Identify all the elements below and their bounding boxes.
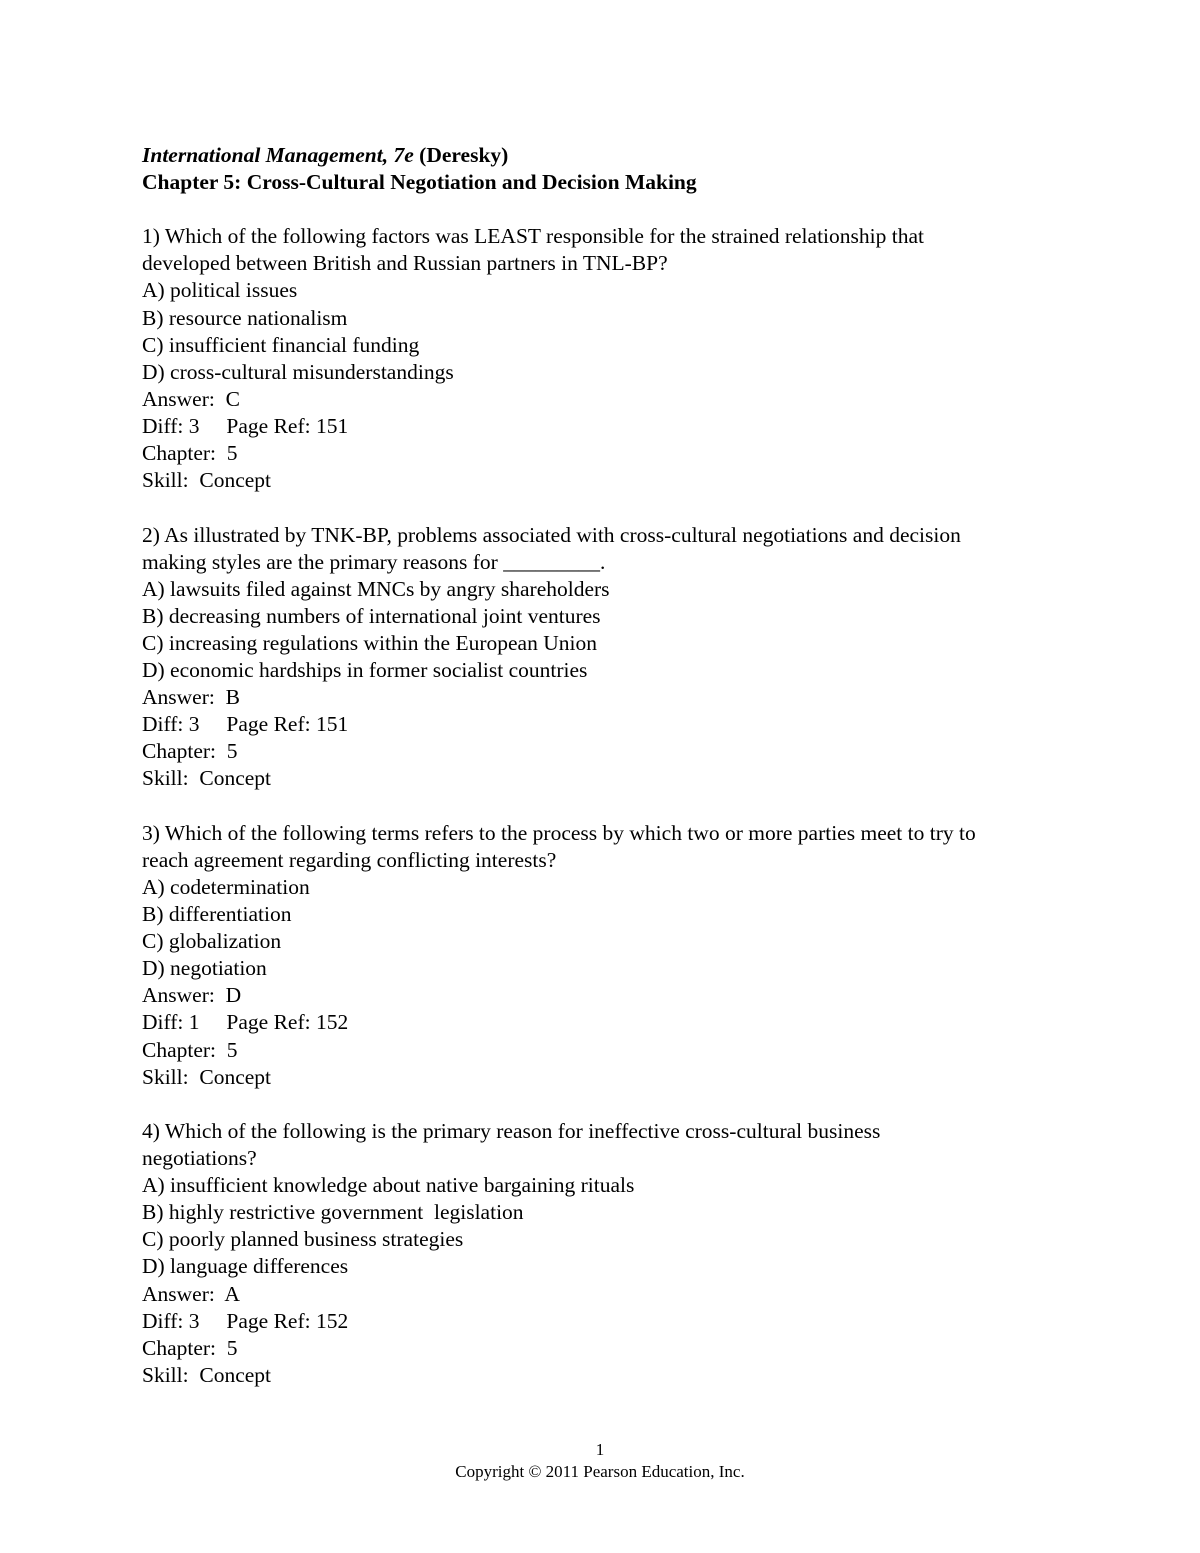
option-a: A) lawsuits filed against MNCs by angry shareholders (142, 576, 610, 601)
difficulty: Diff: 3 (142, 413, 200, 438)
document-page (142, 142, 1082, 1416)
option-a: A) insufficient knowledge about native bargaining rituals (142, 1173, 635, 1198)
answer: Answer: C (142, 386, 240, 411)
chapter-ref: Chapter: 5 (142, 739, 238, 764)
skill: Skill: Concept (142, 1064, 271, 1089)
option-c: C) poorly planned business strategies (142, 1227, 464, 1252)
author: (Deresky) (419, 143, 509, 167)
answer: Answer: A (142, 1281, 240, 1306)
page-ref: Page Ref: 151 (226, 413, 349, 438)
answer: Answer: B (142, 685, 240, 710)
option-d: D) economic hardships in former socialist countries (142, 657, 588, 682)
option-b: B) resource nationalism (142, 305, 348, 330)
chapter-ref: Chapter: 5 (142, 1335, 238, 1360)
option-b: B) highly restrictive government legislation (142, 1200, 524, 1225)
question-stem-line: 3) Which of the following terms refers to the process by which two or more parties meet to try to (142, 820, 976, 845)
option-b: B) differentiation (142, 902, 292, 927)
book-title: International Management, (142, 143, 389, 167)
copyright: Copyright © 2011 Pearson Education, Inc. (455, 1462, 745, 1481)
option-d: D) cross-cultural misunderstandings (142, 359, 454, 384)
question-stem-line: making styles are the primary reasons for _________. (142, 549, 606, 574)
question-1 (142, 223, 1082, 494)
page-ref: Page Ref: 151 (226, 712, 349, 737)
answer: Answer: D (142, 983, 242, 1008)
diff-line (142, 413, 1082, 440)
question-stem-line: reach agreement regarding conflicting interests? (142, 847, 557, 872)
question-stem-line: 4) Which of the following is the primary reason for ineffective cross-cultural business (142, 1118, 881, 1143)
skill: Skill: Concept (142, 766, 271, 791)
chapter-ref: Chapter: 5 (142, 441, 238, 466)
option-c: C) globalization (142, 929, 282, 954)
difficulty: Diff: 3 (142, 1308, 200, 1333)
page-ref: Page Ref: 152 (226, 1010, 349, 1035)
skill: Skill: Concept (142, 1362, 271, 1387)
difficulty: Diff: 1 (142, 1010, 200, 1035)
question-stem-line: negotiations? (142, 1146, 257, 1171)
option-c: C) insufficient financial funding (142, 332, 420, 357)
book-title-line (142, 142, 1082, 169)
page-number: 1 (595, 1440, 605, 1459)
question-stem-line: 1) Which of the following factors was LEAST responsible for the strained relationship that (142, 224, 924, 249)
question-4 (142, 1118, 1082, 1389)
question-stem-line: developed between British and Russian partners in TNL-BP? (142, 251, 668, 276)
option-b: B) decreasing numbers of international joint ventures (142, 603, 601, 628)
option-a: A) political issues (142, 278, 298, 303)
edition: 7e (393, 143, 414, 167)
diff-line (142, 711, 1082, 738)
option-d: D) language differences (142, 1254, 349, 1279)
option-c: C) increasing regulations within the European Union (142, 630, 597, 655)
diff-line (142, 1009, 1082, 1036)
chapter-title: Chapter 5: Cross-Cultural Negotiation and Decision Making (142, 170, 697, 195)
question-3 (142, 820, 1082, 1091)
question-stem-line: 2) As illustrated by TNK-BP, problems associated with cross-cultural negotiations and decision (142, 522, 961, 547)
difficulty: Diff: 3 (142, 712, 200, 737)
question-2 (142, 522, 1082, 793)
page-ref: Page Ref: 152 (226, 1308, 349, 1333)
skill: Skill: Concept (142, 468, 271, 493)
chapter-ref: Chapter: 5 (142, 1037, 238, 1062)
option-d: D) negotiation (142, 956, 267, 981)
option-a: A) codetermination (142, 874, 310, 899)
diff-line (142, 1308, 1082, 1335)
